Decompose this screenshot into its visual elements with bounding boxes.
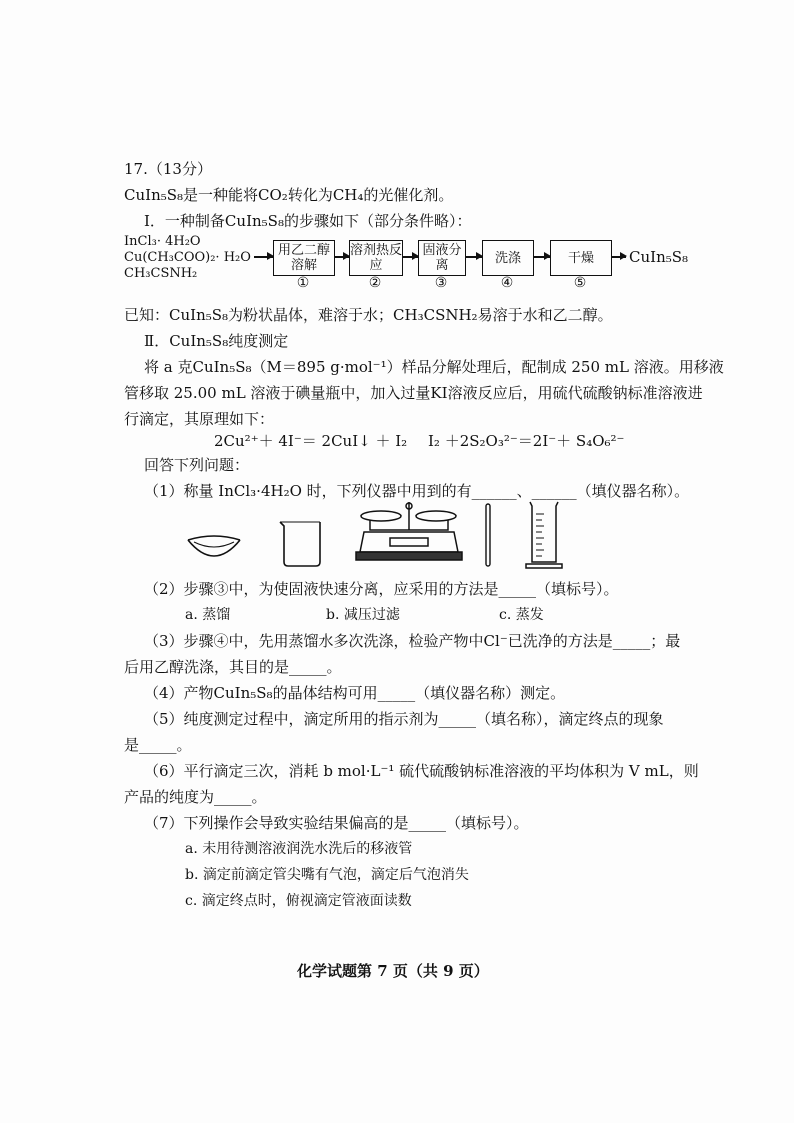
question-5-line-2: 是_____。 xyxy=(124,736,192,754)
step-number: ⑤ xyxy=(573,275,587,291)
step-number: ② xyxy=(368,275,382,291)
part2-line-1: 将 a 克CuIn₅S₈（M＝895 g·mol⁻¹）样品分解处理后，配制成 250 mL 溶液。用移液 xyxy=(144,358,724,376)
arrow xyxy=(403,256,418,258)
arrow xyxy=(254,256,273,258)
graduated-cylinder-icon xyxy=(526,502,562,568)
step-number: ① xyxy=(296,275,310,291)
evaporating-dish-icon xyxy=(188,536,240,556)
equation-2: I₂ ＋2S₂O₃²⁻＝2I⁻＋ S₄O₆²⁻ xyxy=(428,432,625,450)
q7-option-a: a. 未用待测溶液润洗水洗后的移液管 xyxy=(185,841,413,857)
q2-option-b: b. 减压过滤 xyxy=(326,607,400,623)
q2-option-c: c. 蒸发 xyxy=(499,607,544,623)
arrow xyxy=(335,256,349,258)
step-box-3: 固液分离 xyxy=(418,240,466,276)
question-7: （7）下列操作会导致实验结果偏高的是_____（填标号）。 xyxy=(144,814,529,832)
reagent-incl3: InCl₃· 4H₂O xyxy=(124,234,201,249)
q2-option-a: a. 蒸馏 xyxy=(185,607,231,623)
question-2: （2）步骤③中，为使固液快速分离，应采用的方法是_____（填标号）。 xyxy=(144,580,619,598)
instrument-row xyxy=(180,500,600,572)
step-number: ③ xyxy=(434,275,448,291)
glass-rod-icon xyxy=(486,504,490,566)
arrow xyxy=(466,256,482,258)
question-4: （4）产物CuIn₅S₈的晶体结构可用_____（填仪器名称）测定。 xyxy=(144,684,566,702)
step-box-4: 洗涤 xyxy=(482,240,534,276)
balance-icon xyxy=(356,502,462,560)
question-6-line-1: （6）平行滴定三次，消耗 b mol·L⁻¹ 硫代硫酸钠标准溶液的平均体积为 V mL，则 xyxy=(144,762,699,780)
arrow xyxy=(534,256,550,258)
question-5-line-1: （5）纯度测定过程中，滴定所用的指示剂为_____（填名称），滴定终点的现象 xyxy=(144,710,664,728)
question-6-line-2: 产品的纯度为_____。 xyxy=(124,788,267,806)
arrow xyxy=(612,256,626,258)
beaker-icon xyxy=(280,522,320,566)
q7-option-c: c. 滴定终点时，俯视滴定管液面读数 xyxy=(185,893,412,909)
question-1: （1）称量 InCl₃·4H₂O 时，下列仪器中用到的有______、______（填仪器名称）。 xyxy=(144,482,690,500)
step-box-1: 用乙二醇溶解 xyxy=(273,240,335,276)
q7-option-b: b. 滴定前滴定管尖嘴有气泡，滴定后气泡消失 xyxy=(185,867,469,883)
step-box-2: 溶剂热反应 xyxy=(349,240,403,276)
answer-prompt: 回答下列问题： xyxy=(144,456,250,474)
part2-line-3: 行滴定，其原理如下： xyxy=(124,410,275,428)
question-3-line-1: （3）步骤④中，先用蒸馏水多次洗涤，检验产物中Cl⁻已洗净的方法是_____；最 xyxy=(144,632,681,650)
equation-1: 2Cu²⁺＋ 4I⁻＝ 2CuI↓ ＋ I₂ xyxy=(214,432,408,450)
known-info: 已知：CuIn₅S₈为粉状晶体，难溶于水；CH₃CSNH₂易溶于水和乙二醇。 xyxy=(124,306,613,324)
part1-title: Ⅰ．一种制备CuIn₅S₈的步骤如下（部分条件略）： xyxy=(144,212,472,230)
reagent-thioacetamide: CH₃CSNH₂ xyxy=(124,266,198,281)
product-label: CuIn₅S₈ xyxy=(629,248,689,266)
reagent-copper-acetate: Cu(CH₃COO)₂· H₂O xyxy=(124,250,251,265)
step-number: ④ xyxy=(500,275,514,291)
step-box-5: 干燥 xyxy=(550,240,612,276)
part2-title: Ⅱ．CuIn₅S₈纯度测定 xyxy=(144,332,289,350)
part2-line-2: 管移取 25.00 mL 溶液于碘量瓶中，加入过量KI溶液反应后，用硫代硫酸钠标准溶液进 xyxy=(124,384,703,402)
question-intro: CuIn₅S₈是一种能将CO₂转化为CH₄的光催化剂。 xyxy=(124,186,454,204)
question-3-line-2: 后用乙醇洗涤，其目的是_____。 xyxy=(124,658,342,676)
page-footer: 化学试题第 7 页（共 9 页） xyxy=(297,962,489,980)
question-number: 17.（13分） xyxy=(124,160,212,178)
